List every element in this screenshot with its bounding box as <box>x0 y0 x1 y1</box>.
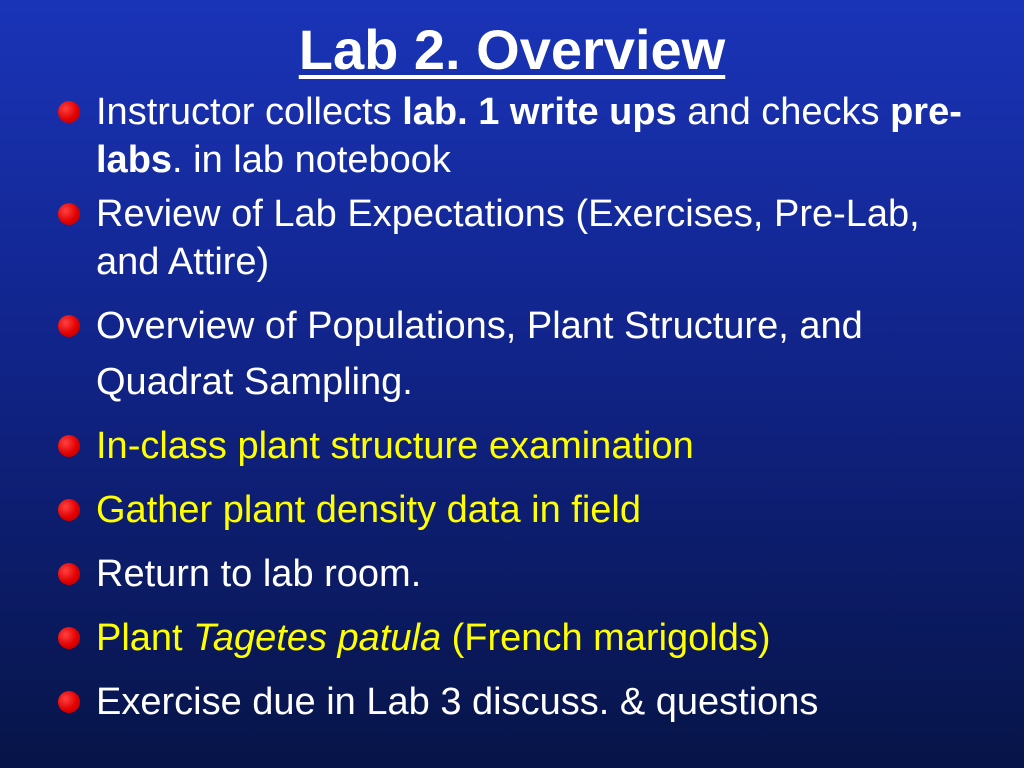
slide-title-text: Lab 2. Overview <box>298 18 726 81</box>
bullet-item <box>52 422 982 470</box>
bullet-list <box>52 88 982 726</box>
bullet-dot-icon <box>58 691 80 713</box>
slide-title <box>0 14 1024 86</box>
bullet-item <box>52 486 982 534</box>
bullet-item <box>52 298 982 410</box>
bullet-text: In-class plant structure examination <box>96 425 694 467</box>
bullet-text: Exercise due in Lab 3 discuss. & questions <box>96 681 819 723</box>
bullet-italic-text: Tagetes patula <box>193 617 442 659</box>
bullet-text: Instructor collects <box>96 91 403 133</box>
bullet-dot-icon <box>58 563 80 585</box>
bullet-text: Return to lab room. <box>96 553 422 595</box>
bullet-dot-icon <box>58 203 80 225</box>
bullet-item <box>52 550 982 598</box>
bullet-dot-icon <box>58 435 80 457</box>
bullet-text: Plant <box>96 617 194 659</box>
bullet-item <box>52 190 982 286</box>
bullet-bold-text: lab. 1 write ups <box>402 91 677 133</box>
bullet-text: and checks <box>676 91 891 133</box>
bullet-dot-icon <box>58 499 80 521</box>
bullet-text: Review of Lab Expectations (Exercises, Pre-Lab, and Attire) <box>96 193 920 283</box>
bullet-text: (French marigolds) <box>441 617 771 659</box>
bullet-dot-icon <box>58 627 80 649</box>
bullet-text: . in lab notebook <box>172 139 451 181</box>
bullet-dot-icon <box>58 315 80 337</box>
bullet-item <box>52 88 982 184</box>
bullet-item <box>52 614 982 662</box>
bullet-text: Overview of Populations, Plant Structure, and Quadrat Sampling. <box>96 305 863 403</box>
bullet-bold-text: pre-labs <box>96 91 962 181</box>
bullet-text: Gather plant density data in field <box>96 489 642 531</box>
bullet-dot-icon <box>58 101 80 123</box>
bullet-item <box>52 678 982 726</box>
